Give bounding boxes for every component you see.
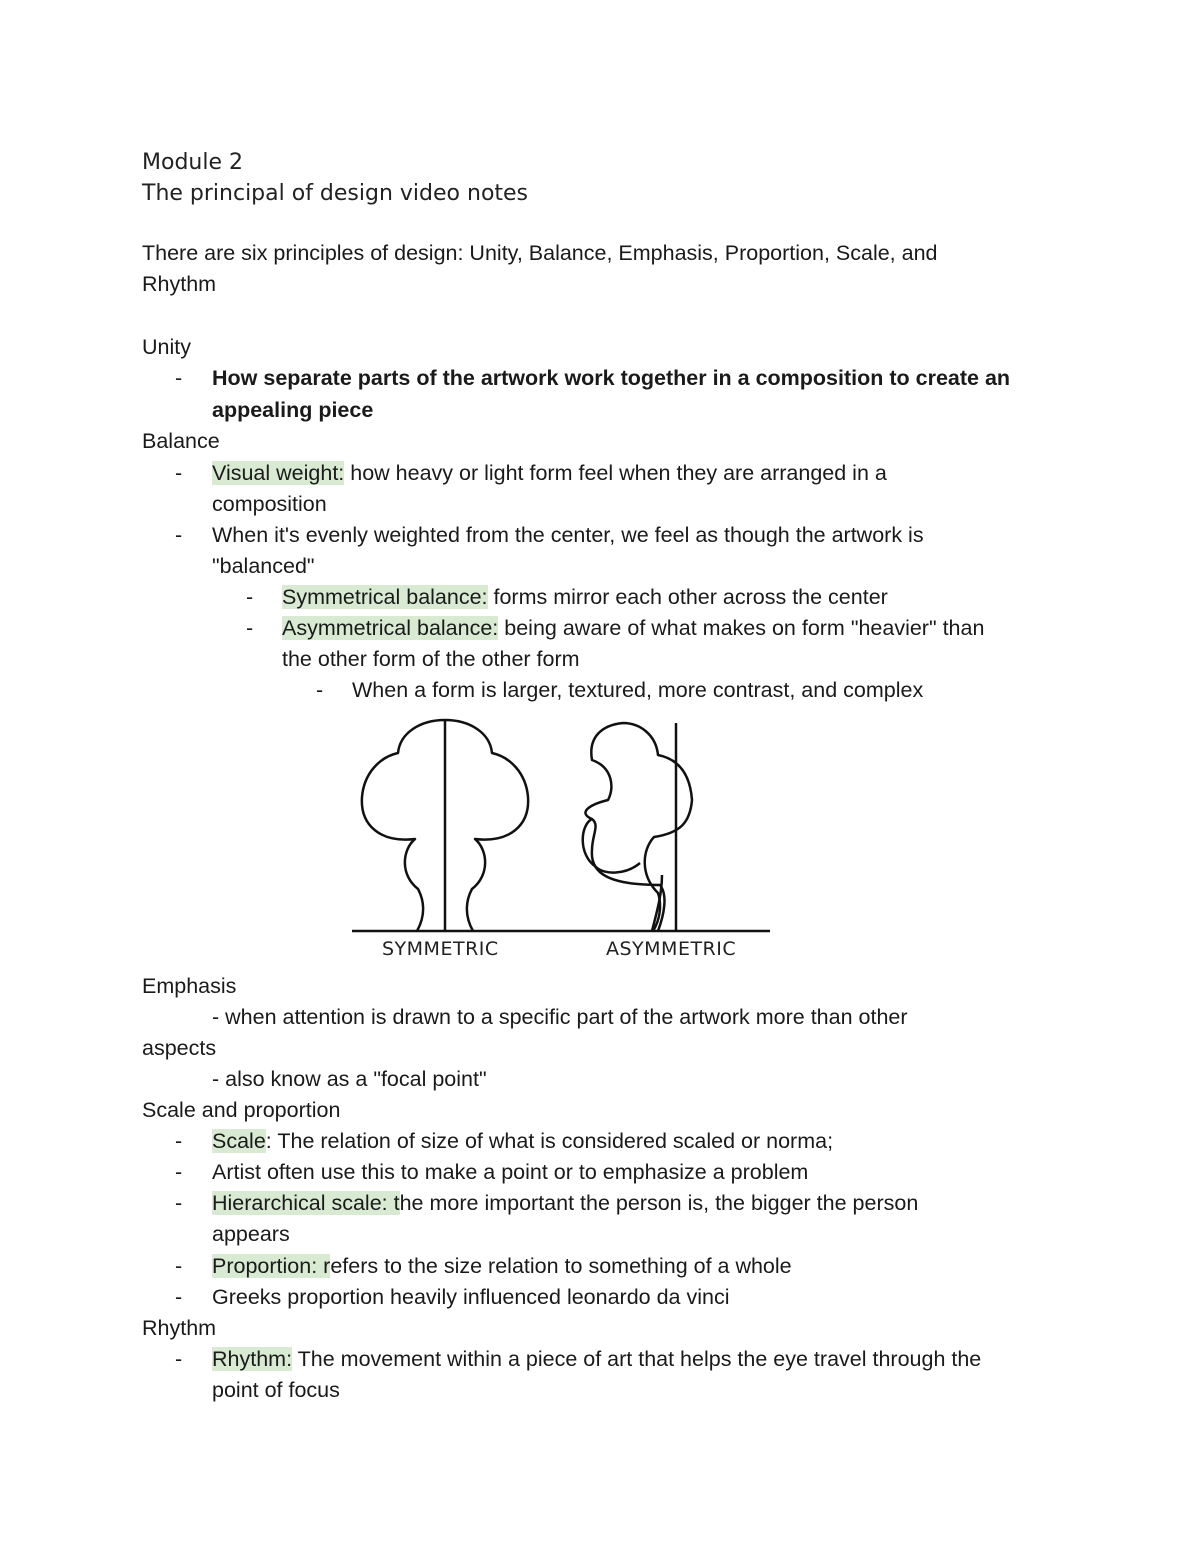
bullet-dash: - (175, 1254, 183, 1278)
symmetric-label: SYMMETRIC (382, 938, 499, 960)
hierarchical-scale-line (212, 1193, 918, 1215)
evenly-weighted-line-1: When it's evenly weighted from the center, we feel as though the artwork is (212, 523, 924, 547)
rhythm-term: Rhythm: (212, 1347, 293, 1371)
symmetrical-balance-text: forms mirror each other across the center (487, 585, 888, 609)
unity-bullet-line-2: appealing piece (212, 398, 374, 422)
bullet-dash: - (175, 1129, 183, 1153)
when-form-line: When a form is larger, textured, more contrast, and complex (352, 678, 924, 702)
balance-heading: Balance (142, 429, 220, 453)
scale-term: Scale (212, 1129, 266, 1153)
artist-line: Artist often use this to make a point or to emphasize a problem (212, 1160, 809, 1184)
asymmetrical-balance-text: being aware of what makes on form "heavier" than (498, 616, 985, 640)
visual-weight-line-2: composition (212, 492, 327, 516)
greeks-line: Greeks proportion heavily influenced leonardo da vinci (212, 1285, 730, 1309)
bullet-dash: - (246, 585, 254, 609)
scale-line (212, 1131, 833, 1153)
bullet-dash: - (246, 616, 254, 640)
scale-proportion-heading: Scale and proportion (142, 1098, 341, 1122)
bullet-dash: - (175, 1285, 183, 1309)
rhythm-heading: Rhythm (142, 1316, 217, 1340)
asymmetric-label: ASYMMETRIC (606, 938, 737, 960)
emphasis-heading: Emphasis (142, 974, 237, 998)
module-title: Module 2 (142, 150, 243, 175)
bullet-dash: - (175, 1347, 183, 1371)
proportion-text: efers to the size relation to something of a whole (330, 1254, 792, 1278)
balance-tree-diagram (340, 715, 780, 965)
page-subtitle: The principal of design video notes (142, 181, 529, 206)
bullet-dash: - (175, 523, 183, 547)
symmetrical-balance-line (282, 587, 888, 609)
bullet-dash: - (175, 1160, 183, 1184)
symmetrical-balance-term: Symmetrical balance: (282, 585, 488, 609)
unity-heading: Unity (142, 335, 191, 359)
bullet-dash: - (175, 461, 183, 485)
proportion-line (212, 1256, 792, 1278)
evenly-weighted-line-2: "balanced" (212, 554, 315, 578)
emphasis-point-1-line-1: - when attention is drawn to a specific part of the artwork more than other (212, 1005, 908, 1029)
visual-weight-line (212, 463, 887, 485)
rhythm-line-2: point of focus (212, 1378, 340, 1402)
emphasis-point-2: - also know as a "focal point" (212, 1067, 487, 1091)
unity-bullet-line-1: How separate parts of the artwork work together in a composition to create an (212, 366, 1011, 390)
intro-line-1: There are six principles of design: Unity, Balance, Emphasis, Proportion, Scale, and (142, 241, 938, 265)
hierarchical-scale-term: Hierarchical scale: t (212, 1191, 400, 1215)
bullet-dash: - (175, 366, 183, 390)
scale-text: : The relation of size of what is considered scaled or norma; (265, 1129, 834, 1153)
emphasis-point-1-line-2: aspects (142, 1036, 217, 1060)
intro-line-2: Rhythm (142, 272, 217, 296)
asymmetrical-balance-line (282, 618, 984, 640)
bullet-dash: - (316, 678, 324, 702)
rhythm-text: The movement within a piece of art that helps the eye travel through the (292, 1347, 982, 1371)
visual-weight-text: how heavy or light form feel when they are arranged in a (344, 461, 887, 485)
hierarchical-scale-text: he more important the person is, the bigger the person (399, 1191, 919, 1215)
proportion-term: Proportion: r (212, 1254, 331, 1278)
rhythm-line (212, 1349, 981, 1371)
bullet-dash: - (175, 1191, 183, 1215)
asymmetrical-balance-term: Asymmetrical balance: (282, 616, 499, 640)
visual-weight-term: Visual weight: (212, 461, 345, 485)
hierarchical-scale-line-2: appears (212, 1222, 290, 1246)
asymmetrical-balance-line-2: the other form of the other form (282, 647, 580, 671)
